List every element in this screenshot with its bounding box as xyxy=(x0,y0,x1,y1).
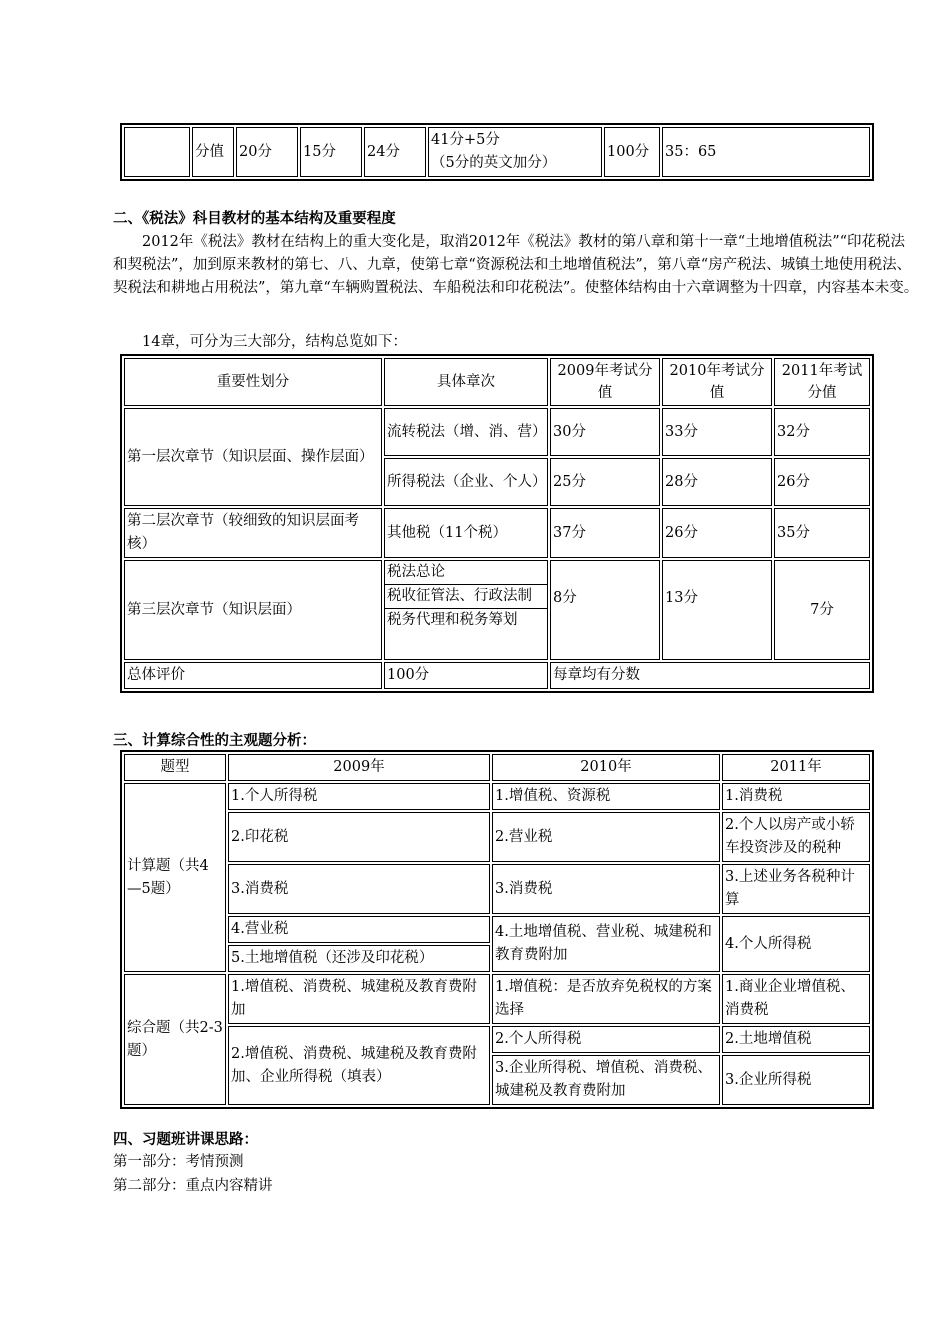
tier3-score-2009: 8分 xyxy=(550,560,660,660)
calc-2011-item: 3.上述业务各税种计算 xyxy=(722,864,870,914)
tier3-score-2010: 13分 xyxy=(662,560,772,660)
calc-2010-item: 4.土地增值税、营业税、城建税和教育费附加 xyxy=(492,916,720,972)
tier1-score-2009: 25分 xyxy=(550,458,660,506)
tier3-chapter: 税法总论 xyxy=(385,561,547,585)
structure-table xyxy=(120,354,874,693)
score-table xyxy=(120,123,874,181)
tier2-score-2009: 37分 xyxy=(550,508,660,558)
calc-2010-item: 1.增值税、资源税 xyxy=(492,783,720,810)
tier1-score-2009: 30分 xyxy=(550,408,660,456)
tier3-chapter: 税收征管法、行政法制 xyxy=(385,585,547,609)
structure-header: 重要性划分 xyxy=(124,358,382,406)
section4-heading: 四、习题班讲课思路： xyxy=(113,1132,258,1148)
tier3-label: 第三层次章节（知识层面） xyxy=(124,560,382,660)
score-cell-total: 100分 xyxy=(604,127,660,177)
subjective-header: 2011年 xyxy=(722,754,870,781)
section2-heading: 二、《税法》科目教材的基本结构及重要程度 xyxy=(113,211,396,227)
comp-2009-item: 1.增值税、消费税、城建税及教育费附加 xyxy=(228,974,490,1024)
tier1-score-2010: 33分 xyxy=(662,408,772,456)
section4-line: 第一部分：考情预测 xyxy=(113,1154,244,1170)
calc-2010-item: 2.营业税 xyxy=(492,812,720,862)
section4-line: 第二部分：重点内容精讲 xyxy=(113,1178,273,1194)
tier2-score-2011: 35分 xyxy=(774,508,870,558)
structure-header: 2009年考试分值 xyxy=(550,358,660,406)
calc-label: 计算题（共4—5题） xyxy=(124,783,226,972)
calc-2009-item: 4.营业税 xyxy=(228,916,490,943)
comp-label: 综合题（共2-3题） xyxy=(124,974,226,1105)
calc-2011-item: 1.消费税 xyxy=(722,783,870,810)
comp-2011-item: 3.企业所得税 xyxy=(722,1055,870,1105)
subjective-table xyxy=(120,750,874,1109)
score-cell: 20分 xyxy=(236,127,298,177)
total-note: 每章均有分数 xyxy=(550,662,870,689)
score-english-line2: （5分的英文加分） xyxy=(431,155,557,171)
comp-2011-item: 1.商业企业增值税、消费税 xyxy=(722,974,870,1024)
section3-heading: 三、计算综合性的主观题分析： xyxy=(113,733,316,749)
tier3-score-2011: 7分 xyxy=(774,560,870,660)
structure-header: 2011年考试分值 xyxy=(774,358,870,406)
comp-2011-item: 2.土地增值税 xyxy=(722,1026,870,1053)
calc-2009-item: 3.消费税 xyxy=(228,864,490,914)
subjective-header: 2010年 xyxy=(492,754,720,781)
tier2-score-2010: 26分 xyxy=(662,508,772,558)
calc-2009-item: 1.个人所得税 xyxy=(228,783,490,810)
subjective-header: 2009年 xyxy=(228,754,490,781)
tier3-chapters xyxy=(384,560,548,660)
total-label: 总体评价 xyxy=(124,662,382,689)
score-cell-empty xyxy=(124,127,190,177)
total-score: 100分 xyxy=(384,662,548,689)
tier1-label: 第一层次章节（知识层面、操作层面） xyxy=(124,408,382,506)
section2-intro: 14章，可分为三大部分，结构总览如下： xyxy=(142,334,407,350)
comp-2010-item: 3.企业所得税、增值税、消费税、城建税及教育费附加 xyxy=(492,1055,720,1105)
score-cell: 24分 xyxy=(364,127,426,177)
subjective-header: 题型 xyxy=(124,754,226,781)
tier2-label: 第二层次章节（较细致的知识层面考核） xyxy=(124,508,382,558)
calc-2009-item: 2.印花税 xyxy=(228,812,490,862)
score-cell-label: 分值 xyxy=(192,127,234,177)
tier1-chapter: 所得税法（企业、个人） xyxy=(384,458,548,506)
structure-header: 具体章次 xyxy=(384,358,548,406)
score-cell-english xyxy=(428,127,602,177)
comp-2010-item: 2.个人所得税 xyxy=(492,1026,720,1053)
calc-2011-item: 4.个人所得税 xyxy=(722,916,870,972)
tier2-chapter: 其他税（11个税） xyxy=(384,508,548,558)
calc-2009-item: 5.土地增值税（还涉及印花税） xyxy=(228,945,490,972)
comp-2009-item: 2.增值税、消费税、城建税及教育费附加、企业所得税（填表） xyxy=(228,1026,490,1105)
comp-2010-item: 1.增值税：是否放弃免税权的方案选择 xyxy=(492,974,720,1024)
calc-2010-item: 3.消费税 xyxy=(492,864,720,914)
calc-2011-item: 2.个人以房产或小轿车投资涉及的税种 xyxy=(722,812,870,862)
tier1-score-2010: 28分 xyxy=(662,458,772,506)
tier3-chapter: 税务代理和税务筹划 xyxy=(387,612,518,628)
score-cell-ratio: 35：65 xyxy=(662,127,870,177)
tier1-chapter: 流转税法（增、消、营） xyxy=(384,408,548,456)
tier1-score-2011: 32分 xyxy=(774,408,870,456)
score-english-line1: 41分+5分 xyxy=(431,132,500,148)
tier1-score-2011: 26分 xyxy=(774,458,870,506)
section2-paragraph: 2012年《税法》教材在结构上的重大变化是，取消2012年《税法》教材的第八章和第十一章“土地增值税法”“印花税法和契税法”，加到原来教材的第七、八、九章，使第七章“资源税法和土地增值税法”，第八章“房产税法、城镇土地使用税法、契税法和耕地占用税法”，第九章“车辆购置税法、车船税法和印花税法”。使整体结构由十六章调整为十四章，内容基本未变。 xyxy=(113,234,919,296)
structure-header: 2010年考试分值 xyxy=(662,358,772,406)
score-cell: 15分 xyxy=(300,127,362,177)
